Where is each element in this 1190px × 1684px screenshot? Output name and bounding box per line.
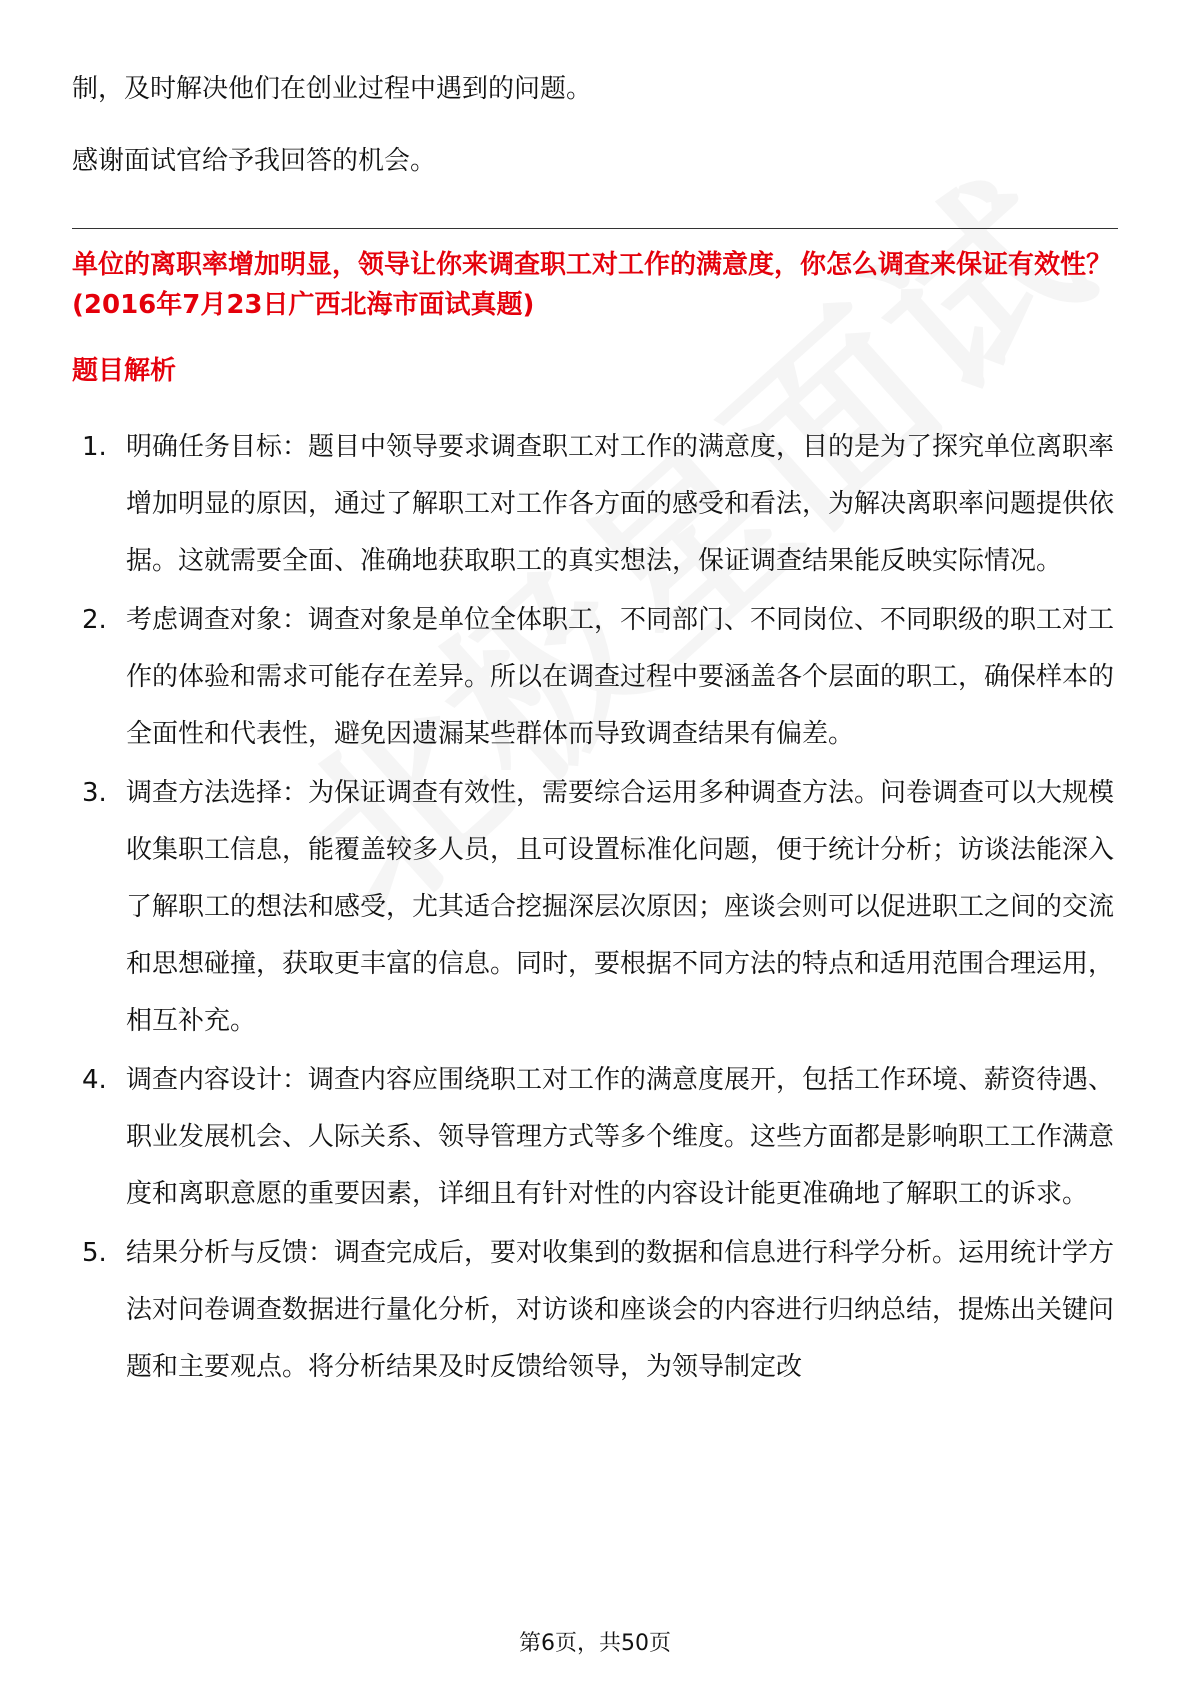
document-page <box>72 60 1118 1398</box>
list-item-number: 3. <box>82 778 107 808</box>
list-item <box>72 1225 1118 1396</box>
page-number-footer: 第6页，共50页 <box>519 1631 671 1656</box>
list-item-text: 明确任务目标：题目中领导要求调查职工对工作的满意度，目的是为了探究单位离职率增加明显的原因，通过了解职工对工作各方面的感受和看法，为解决离职率问题提供依据。这就需要全面、准确地获取职工的真实想法，保证调查结果能反映实际情况。 <box>126 432 1115 576</box>
list-item-text: 结果分析与反馈：调查完成后，要对收集到的数据和信息进行科学分析。运用统计学方法对问卷调查数据进行量化分析，对访谈和座谈会的内容进行归纳总结，提炼出关键问题和主要观点。将分析结果及时反馈给领导，为领导制定改 <box>126 1238 1115 1382</box>
list-item-text: 考虑调查对象：调查对象是单位全体职工，不同部门、不同岗位、不同职级的职工对工作的体验和需求可能存在差异。所以在调查过程中要涵盖各个层面的职工，确保样本的全面性和代表性，避免因遗漏某些群体而导致调查结果有偏差。 <box>126 605 1115 749</box>
section-divider <box>72 228 1118 229</box>
question-heading: 单位的离职率增加明显，领导让你来调查职工对工作的满意度，你怎么调查来保证有效性？(2016年7月23日广西北海市面试真题) <box>72 250 1113 320</box>
continuation-paragraph: 制，及时解决他们在创业过程中遇到的问题。 <box>72 74 593 104</box>
list-item-number: 4. <box>82 1065 107 1095</box>
list-item-number: 5. <box>82 1238 107 1268</box>
thanks-paragraph: 感谢面试官给予我回答的机会。 <box>72 146 437 176</box>
list-item <box>72 419 1118 590</box>
list-item <box>72 1052 1118 1223</box>
list-item <box>72 592 1118 763</box>
list-item-number: 1. <box>82 432 107 462</box>
list-item-text: 调查方法选择：为保证调查有效性，需要综合运用多种调查方法。问卷调查可以大规模收集职工信息，能覆盖较多人员，且可设置标准化问题，便于统计分析；访谈法能深入了解职工的想法和感受，尤其适合挖掘深层次原因；座谈会则可以促进职工之间的交流和思想碰撞，获取更丰富的信息。同时，要根据不同方法的特点和适用范围合理运用，相互补充。 <box>126 778 1115 1036</box>
list-item <box>72 765 1118 1050</box>
section-title: 题目解析 <box>72 356 177 386</box>
list-item-number: 2. <box>82 605 107 635</box>
analysis-list <box>72 419 1118 1396</box>
list-item-text: 调查内容设计：调查内容应围绕职工对工作的满意度展开，包括工作环境、薪资待遇、职业发展机会、人际关系、领导管理方式等多个维度。这些方面都是影响职工工作满意度和离职意愿的重要因素，详细且有针对性的内容设计能更准确地了解职工的诉求。 <box>126 1065 1115 1209</box>
